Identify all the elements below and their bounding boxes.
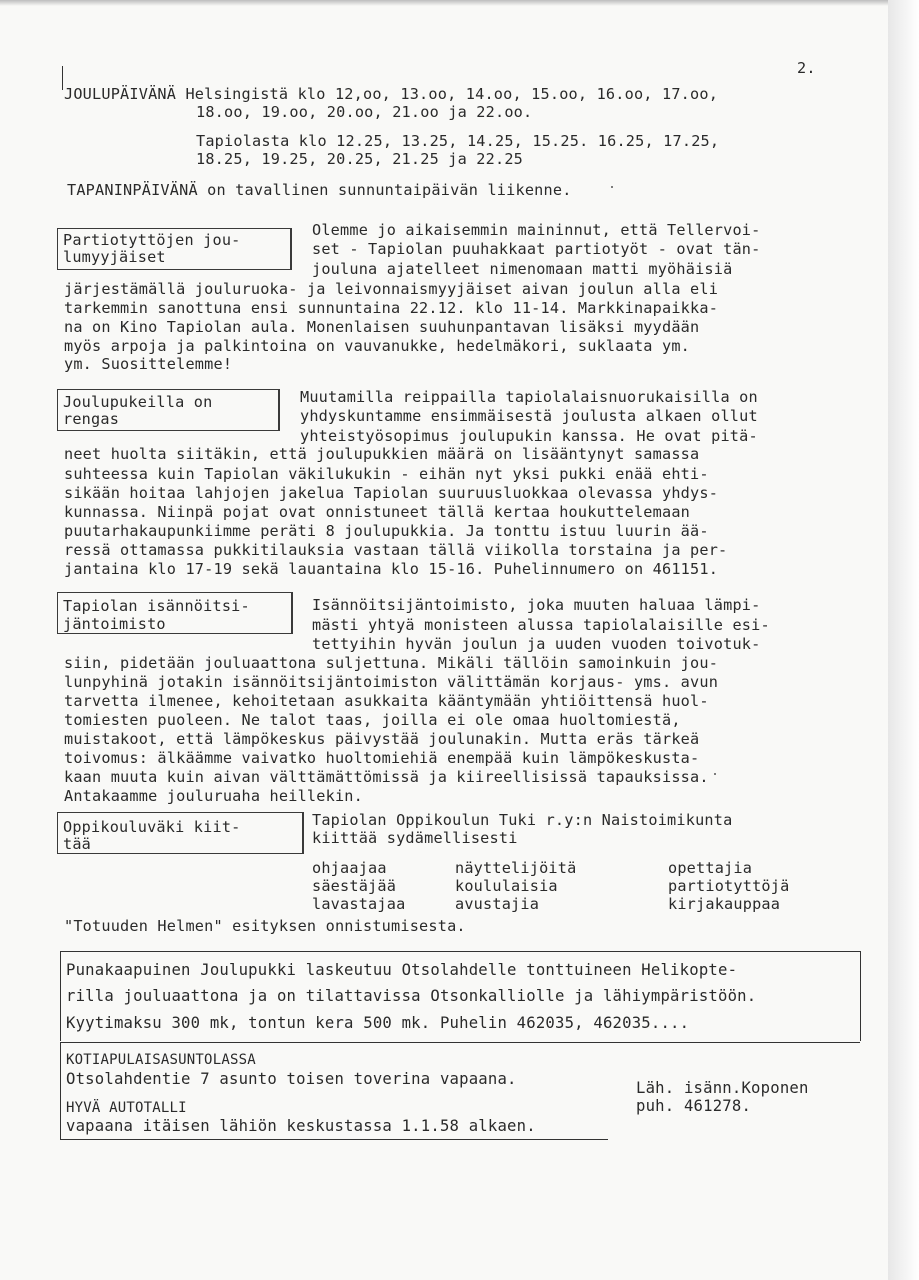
school-thanks-col2-item-2: koululaisia bbox=[455, 877, 558, 895]
school-thanks-col3-item-1: opettajia bbox=[668, 859, 753, 877]
scouts-text-line-5: tarkemmin sanottuna ensi sunnuntaina 22.12. klo 11-14. Markkinapaikka- bbox=[64, 299, 719, 317]
school-heading-line-1: Oppikouluväki kiit- bbox=[63, 818, 241, 836]
christmas-schedule-line-1: JOULUPÄIVÄNÄ Helsingistä klo 12,oo, 13.oo, 14.oo, 15.oo, 16.oo, 17.oo, bbox=[64, 85, 719, 103]
scouts-text-line-8: ym. Suosittelemme! bbox=[64, 355, 233, 373]
santa-ad-line-1: Punakaapuinen Joulupukki laskeutuu Otsolahdelle tonttuineen Helikopte- bbox=[66, 961, 738, 979]
scan-speck bbox=[611, 186, 613, 188]
property-office-heading-line-1: Tapiolan isännöitsi- bbox=[63, 597, 250, 615]
school-heading-box bbox=[57, 812, 304, 854]
property-office-text-line-5: lunpyhinä jotakin isännöitsijäntoimiston välittämän korjaus- yms. avun bbox=[64, 673, 719, 691]
property-office-text-line-4: siin, pidetään jouluaattona suljettuna. Mikäli tällöin samoinkuin jou- bbox=[64, 654, 719, 672]
property-office-heading-line-2: jäntoimisto bbox=[63, 615, 166, 633]
santa-ring-heading-line-1: Joulupukeilla on bbox=[63, 393, 213, 411]
scouts-text-line-2: set - Tapiolan puuhakkaat partiotyöt - ovat tän- bbox=[312, 240, 761, 258]
page-number: 2. bbox=[797, 59, 816, 77]
santa-ad-line-2: rilla jouluaattona ja on tilattavissa Otsonkalliolle ja lähiympäristöön. bbox=[66, 987, 757, 1005]
classified-heading-garage: HYVÄ AUTOTALLI bbox=[66, 1100, 187, 1116]
margin-mark bbox=[62, 66, 63, 90]
christmas-schedule-line-4: 18.25, 19.25, 20.25, 21.25 ja 22.25 bbox=[196, 150, 524, 168]
classified-contact-phone: puh. 461278. bbox=[636, 1097, 752, 1115]
scouts-text-line-4: järjestämällä jouluruoka- ja leivonnaismyyjäiset aivan joulun alla eli bbox=[64, 280, 719, 298]
property-office-heading-box bbox=[57, 592, 293, 634]
boxing-day-note: TAPANINPÄIVÄNÄ on tavallinen sunnuntaipäivän liikenne. bbox=[67, 181, 572, 199]
school-thanks-col2-item-3: avustajia bbox=[455, 895, 540, 913]
school-thanks-col2-item-1: näyttelijöitä bbox=[455, 859, 577, 877]
santa-ring-heading-box bbox=[57, 389, 280, 431]
classifieds-divider bbox=[60, 1042, 860, 1043]
santa-ring-text-line-5: suhteessa kuin Tapiolan väkilukukin - eihän nyt yksi pukki enää ehti- bbox=[64, 465, 709, 483]
santa-ring-text-line-4: neet huolta siitäkin, että joulupukkien määrä on lisääntynyt samassa bbox=[64, 445, 700, 463]
classifieds-bottom-border bbox=[60, 1139, 608, 1140]
property-office-text-line-7: tomiesten puoleen. Ne talot taas, joilla ei ole omaa huoltomiestä, bbox=[64, 711, 681, 729]
scouts-heading-line-2: lumyyjäiset bbox=[63, 248, 166, 266]
santa-ad-top-border bbox=[60, 951, 860, 952]
school-thanks-col1-item-1: ohjaajaa bbox=[312, 859, 387, 877]
santa-ring-heading-line-2: rengas bbox=[63, 410, 120, 428]
property-office-text-line-1: Isännöitsijäntoimisto, joka muuten haluaa lämpi- bbox=[312, 596, 761, 614]
school-intro-line-2: kiittää sydämellisesti bbox=[312, 829, 518, 847]
santa-ad-line-3: Kyytimaksu 300 mk, tontun kera 500 mk. Puhelin 462035, 462035.... bbox=[66, 1014, 690, 1032]
classified-heading-room: KOTIAPULAISASUNTOLASSA bbox=[66, 1052, 256, 1068]
scouts-heading-line-1: Partiotyttöjen jou- bbox=[63, 231, 241, 249]
property-office-text-line-9: toivomus: älkäämme vaivatko huoltomiehiä enempää kuin lämpökeskusta- bbox=[64, 749, 700, 767]
santa-ring-text-line-3: yhteistyösopimus joulupukin kanssa. He ovat pitä- bbox=[300, 427, 758, 445]
santa-ring-text-line-6: sikään hoitaa lahjojen jakelua Tapiolan suuruusluokkaa olevassa yhdys- bbox=[64, 484, 719, 502]
scouts-text-line-3: jouluna ajatelleet nimenomaan matti myöhäisiä bbox=[312, 260, 733, 278]
property-office-text-line-8: muistakoot, että lämpökeskus päivystää joulunakin. Mutta eräs tärkeä bbox=[64, 730, 700, 748]
santa-ring-text-line-2: yhdyskuntamme ensimmäisestä joulusta alkaen ollut bbox=[300, 407, 758, 425]
school-thanks-col3-item-2: partiotyttöjä bbox=[668, 877, 790, 895]
christmas-schedule-line-3: Tapiolasta klo 12.25, 13.25, 14.25, 15.25. 16.25, 17.25, bbox=[196, 132, 720, 150]
christmas-schedule-line-2: 18.oo, 19.oo, 20.oo, 21.oo ja 22.oo. bbox=[196, 103, 533, 121]
school-thanks-col3-item-3: kirjakauppaa bbox=[668, 895, 781, 913]
santa-ad-right-border bbox=[860, 951, 861, 1041]
school-thanks-closing: "Totuuden Helmen" esityksen onnistumisesta. bbox=[64, 917, 466, 935]
scouts-text-line-1: Olemme jo aikaisemmin maininnut, että Tellervoi- bbox=[312, 221, 761, 239]
scouts-text-line-7: myös arpoja ja palkintoina on vauvanukke, hedelmäkori, suklaata ym. bbox=[64, 337, 691, 355]
property-office-text-line-6: tarvetta ilmenee, kehoitetaan asukkaita kääntymään yhtiöittensä huol- bbox=[64, 692, 709, 710]
santa-ring-text-line-8: puutarhakaupunkiimme peräti 8 joulupukkia. Ja tonttu istuu luurin ää- bbox=[64, 522, 709, 540]
school-intro-line-1: Tapiolan Oppikoulun Tuki r.y:n Naistoimikunta bbox=[312, 811, 733, 829]
classified-contact-name: Läh. isänn.Koponen bbox=[636, 1079, 809, 1097]
property-office-text-line-2: mästi yhtyä monisteen alussa tapiolalaisille esi- bbox=[312, 616, 770, 634]
school-thanks-col1-item-3: lavastajaa bbox=[312, 895, 406, 913]
classified-text-room: Otsolahdentie 7 asunto toisen toverina vapaana. bbox=[66, 1070, 517, 1088]
property-office-text-line-11: Antakaamme jouluruaha heillekin. bbox=[64, 787, 363, 805]
santa-ring-text-line-10: jantaina klo 17-19 sekä lauantaina klo 15-16. Puhelinnumero on 461151. bbox=[64, 560, 719, 578]
scanner-margin bbox=[888, 0, 919, 1280]
santa-ad-left-border bbox=[60, 951, 61, 1041]
classified-text-garage: vapaana itäisen lähiön keskustassa 1.1.58 alkaen. bbox=[66, 1117, 536, 1135]
santa-ring-text-line-9: ressä ottamassa pukkitilauksia vastaan tällä viikolla torstaina ja per- bbox=[64, 541, 728, 559]
property-office-text-line-10: kaan muuta kuin aivan välttämättömissä ja kiireellisissä tapauksissa. bbox=[64, 768, 709, 786]
classifieds-left-border bbox=[60, 1042, 61, 1140]
school-heading-line-2: tää bbox=[63, 835, 92, 853]
santa-ring-text-line-1: Muutamilla reippailla tapiolalaisnuorukaisilla on bbox=[300, 388, 758, 406]
santa-ring-text-line-7: kunnassa. Niinpä pojat ovat onnistuneet tällä kertaa houkuttelemaan bbox=[64, 503, 691, 521]
school-thanks-col1-item-2: säestäjää bbox=[312, 877, 397, 895]
property-office-text-line-3: tettyihin hyvän joulun ja uuden vuoden toivotuk- bbox=[312, 635, 761, 653]
scouts-heading-box bbox=[57, 228, 292, 270]
scouts-text-line-6: na on Kino Tapiolan aula. Monenlaisen suuhunpantavan lisäksi myydään bbox=[64, 318, 700, 336]
scan-speck bbox=[714, 773, 716, 775]
